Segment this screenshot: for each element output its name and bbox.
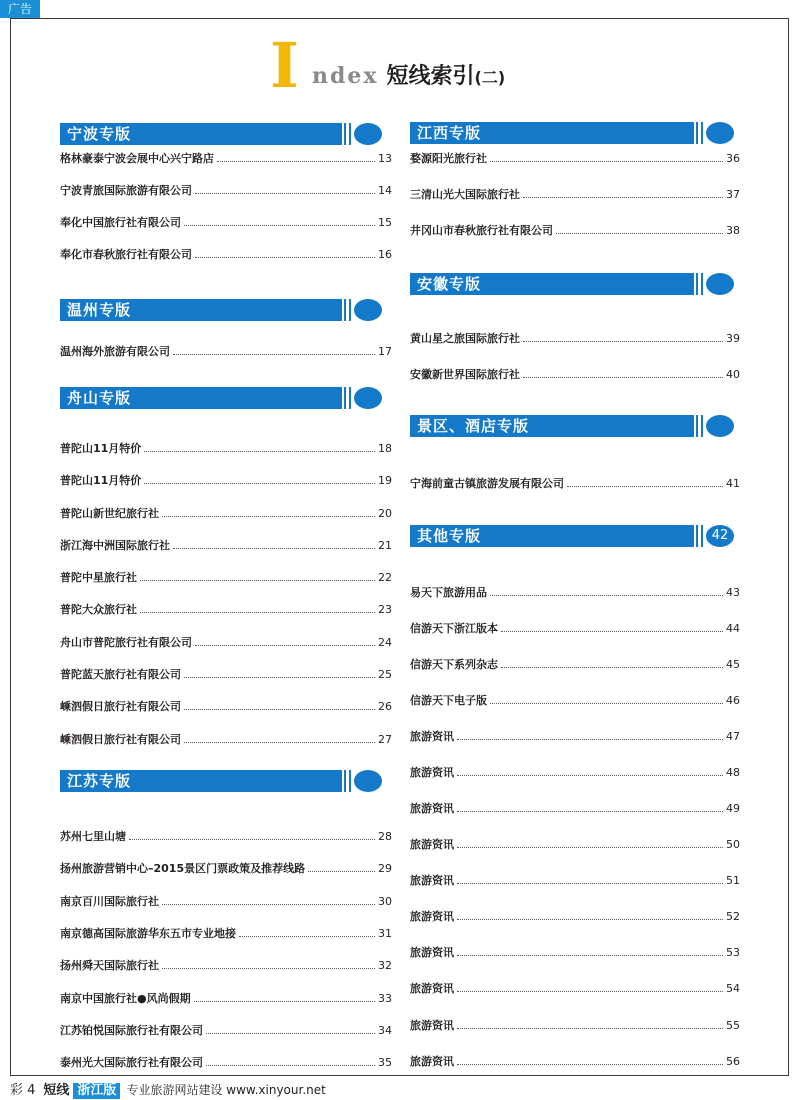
- entry-name: 井冈山市春秋旅行社有限公司: [410, 224, 553, 237]
- index-entry[interactable]: [60, 214, 392, 230]
- entry-name: 信游天下电子版: [410, 694, 487, 707]
- entry-name: 浙江海中洲国际旅行社: [60, 539, 170, 552]
- entry-name: 易天下旅游用品: [410, 586, 487, 599]
- index-entry[interactable]: [410, 330, 740, 346]
- index-entry[interactable]: [410, 222, 740, 238]
- section-title: 其他专版: [417, 527, 482, 545]
- entry-page: 45: [726, 658, 740, 671]
- entry-page: 41: [726, 477, 740, 490]
- entry-page: 52: [726, 910, 740, 923]
- index-entry[interactable]: [60, 1054, 392, 1070]
- entry-page: 26: [378, 700, 392, 713]
- entry-page: 50: [726, 838, 740, 851]
- section-title: 温州专版: [67, 301, 132, 319]
- dot-leader: [184, 698, 375, 710]
- index-entry[interactable]: [60, 343, 392, 359]
- index-entry[interactable]: [60, 666, 392, 682]
- section-deco: [694, 273, 740, 295]
- dot-leader: [144, 472, 375, 484]
- section-header-scenic-hotel: [410, 415, 740, 437]
- entry-name: 旅游资讯: [410, 910, 454, 923]
- entry-name: 旅游资讯: [410, 838, 454, 851]
- entry-page: 17: [378, 345, 392, 358]
- entry-name: 旅游资讯: [410, 946, 454, 959]
- dot-leader: [184, 731, 375, 743]
- dot-leader: [184, 666, 375, 678]
- entry-name: 旅游资讯: [410, 766, 454, 779]
- dot-leader: [457, 908, 723, 920]
- index-entry[interactable]: [410, 692, 740, 708]
- entry-name: 江苏铂悦国际旅行社有限公司: [60, 1024, 203, 1037]
- entry-name: 旅游资讯: [410, 802, 454, 815]
- dot-leader: [523, 186, 723, 198]
- entry-page: 21: [378, 539, 392, 552]
- index-entry[interactable]: [60, 246, 392, 262]
- entry-name: 嵊泗假日旅行社有限公司: [60, 733, 181, 746]
- entry-name: 信游天下浙江版本: [410, 622, 498, 635]
- entry-name: 旅游资讯: [410, 730, 454, 743]
- dot-leader: [217, 150, 375, 162]
- deco-stripe: [349, 387, 351, 409]
- entry-page: 54: [726, 982, 740, 995]
- entry-name: 普陀中星旅行社: [60, 571, 137, 584]
- footer-brand: 短线: [43, 1083, 70, 1098]
- section-header-wenzhou: [60, 299, 388, 321]
- title-text: [312, 59, 505, 90]
- index-entry[interactable]: [60, 182, 392, 198]
- entry-page: 16: [378, 248, 392, 261]
- entry-name: 舟山市普陀旅行社有限公司: [60, 636, 192, 649]
- deco-stripe: [701, 122, 703, 144]
- circle-icon: [706, 415, 734, 437]
- page-badge: 42: [706, 525, 734, 547]
- index-entry[interactable]: [60, 893, 392, 909]
- dot-leader: [194, 990, 375, 1002]
- index-entry[interactable]: [410, 186, 740, 202]
- entry-name: 南京德高国际旅游华东五市专业地接: [60, 927, 236, 940]
- deco-stripe: [349, 770, 351, 792]
- dot-leader: [490, 692, 723, 704]
- entry-page: 36: [726, 152, 740, 165]
- section-title: 江苏专版: [67, 772, 132, 790]
- circle-icon: [354, 387, 382, 409]
- dot-leader: [173, 343, 375, 355]
- index-entry[interactable]: [410, 872, 740, 888]
- dot-leader: [501, 620, 723, 632]
- dot-leader: [162, 893, 375, 905]
- entry-page: 44: [726, 622, 740, 635]
- entry-name: 旅游资讯: [410, 1019, 454, 1032]
- entry-page: 30: [378, 895, 392, 908]
- circle-icon: [706, 122, 734, 144]
- entry-page: 22: [378, 571, 392, 584]
- index-entry[interactable]: [60, 860, 392, 876]
- section-title: 宁波专版: [67, 125, 132, 143]
- entry-page: 51: [726, 874, 740, 887]
- section-header-jiangxi: [410, 122, 740, 144]
- section-header-anhui: [410, 273, 740, 295]
- entry-name: 宁波青旅国际旅游有限公司: [60, 184, 192, 197]
- entry-page: 33: [378, 992, 392, 1005]
- dot-leader: [490, 150, 723, 162]
- index-entry[interactable]: [410, 366, 740, 382]
- section-deco: [342, 299, 388, 321]
- page-footer: [10, 1082, 326, 1098]
- dot-leader: [195, 182, 375, 194]
- index-entry[interactable]: [410, 836, 740, 852]
- deco-stripe: [696, 525, 698, 547]
- section-header-ningbo: [60, 123, 388, 145]
- dot-leader: [239, 925, 375, 937]
- section-deco: [694, 415, 740, 437]
- index-entry[interactable]: [60, 601, 392, 617]
- entry-page: 23: [378, 603, 392, 616]
- dot-leader: [195, 246, 375, 258]
- entry-name: 嵊泗假日旅行社有限公司: [60, 700, 181, 713]
- dot-leader: [523, 330, 723, 342]
- entry-page: 20: [378, 507, 392, 520]
- dot-leader: [129, 828, 375, 840]
- entry-name: 旅游资讯: [410, 982, 454, 995]
- index-entry[interactable]: [410, 908, 740, 924]
- section-deco: [694, 525, 740, 547]
- entry-page: 19: [378, 474, 392, 487]
- dot-leader: [308, 860, 375, 872]
- dot-leader: [556, 222, 723, 234]
- index-entry[interactable]: [410, 728, 740, 744]
- section-title: 江西专版: [417, 124, 482, 142]
- index-entry[interactable]: [60, 505, 392, 521]
- entry-name: 普陀蓝天旅行社有限公司: [60, 668, 181, 681]
- entry-page: 40: [726, 368, 740, 381]
- index-entry[interactable]: [410, 944, 740, 960]
- entry-page: 53: [726, 946, 740, 959]
- entry-page: 48: [726, 766, 740, 779]
- deco-stripe: [349, 123, 351, 145]
- circle-icon: [354, 299, 382, 321]
- index-entry[interactable]: [60, 1022, 392, 1038]
- index-entry[interactable]: [410, 584, 740, 600]
- entry-page: 15: [378, 216, 392, 229]
- entry-page: 55: [726, 1019, 740, 1032]
- section-header-jiangsu: [60, 770, 388, 792]
- section-header-other: [410, 525, 740, 547]
- deco-stripe: [696, 122, 698, 144]
- circle-icon: [354, 123, 382, 145]
- dot-leader: [195, 634, 375, 646]
- index-entry[interactable]: [60, 472, 392, 488]
- entry-page: 25: [378, 668, 392, 681]
- entry-page: 35: [378, 1056, 392, 1069]
- entry-page: 47: [726, 730, 740, 743]
- dot-leader: [457, 728, 723, 740]
- dot-leader: [457, 872, 723, 884]
- entry-name: 黄山星之旅国际旅行社: [410, 332, 520, 345]
- entry-page: 24: [378, 636, 392, 649]
- title-subtitle: (二): [474, 68, 506, 87]
- section-deco: [342, 123, 388, 145]
- ad-tag: 广告: [0, 0, 40, 18]
- section-deco: [342, 387, 388, 409]
- entry-page: 37: [726, 188, 740, 201]
- index-entry[interactable]: [60, 150, 392, 166]
- entry-page: 14: [378, 184, 392, 197]
- dot-leader: [162, 505, 375, 517]
- entry-name: 普陀山11月特价: [60, 474, 142, 487]
- index-entry[interactable]: [410, 980, 740, 996]
- dot-leader: [457, 836, 723, 848]
- index-entry[interactable]: [60, 537, 392, 553]
- entry-name: 温州海外旅游有限公司: [60, 345, 170, 358]
- entry-name: 旅游资讯: [410, 874, 454, 887]
- entry-name: 三清山光大国际旅行社: [410, 188, 520, 201]
- dot-leader: [457, 1053, 723, 1065]
- section-deco: [694, 122, 740, 144]
- deco-stripe: [701, 273, 703, 295]
- deco-stripe: [344, 123, 346, 145]
- entry-page: 43: [726, 586, 740, 599]
- deco-stripe: [344, 299, 346, 321]
- entry-name: 奉化市春秋旅行社有限公司: [60, 248, 192, 261]
- entry-page: 13: [378, 152, 392, 165]
- deco-stripe: [701, 525, 703, 547]
- circle-icon: [706, 273, 734, 295]
- index-entry[interactable]: [60, 634, 392, 650]
- entry-name: 旅游资讯: [410, 1055, 454, 1068]
- section-header-zhoushan: [60, 387, 388, 409]
- dot-leader: [162, 957, 375, 969]
- dot-leader: [184, 214, 375, 226]
- dot-leader: [144, 440, 375, 452]
- index-entry[interactable]: [410, 150, 740, 166]
- title-english: ndex: [312, 63, 379, 89]
- dot-leader: [567, 475, 723, 487]
- dot-leader: [457, 980, 723, 992]
- entry-name: 格林豪泰宁波会展中心兴宁路店: [60, 152, 214, 165]
- title-initial: I: [270, 29, 300, 102]
- dot-leader: [206, 1054, 375, 1066]
- dot-leader: [457, 944, 723, 956]
- index-entry[interactable]: [410, 620, 740, 636]
- dot-leader: [173, 537, 375, 549]
- index-entry[interactable]: [60, 925, 392, 941]
- index-entry[interactable]: [410, 1053, 740, 1069]
- deco-stripe: [696, 415, 698, 437]
- deco-stripe: [701, 415, 703, 437]
- dot-leader: [457, 800, 723, 812]
- index-entry[interactable]: [410, 764, 740, 780]
- entry-page: 32: [378, 959, 392, 972]
- entry-name: 安徽新世界国际旅行社: [410, 368, 520, 381]
- deco-stripe: [696, 273, 698, 295]
- dot-leader: [523, 366, 723, 378]
- entry-page: 34: [378, 1024, 392, 1037]
- entry-page: 38: [726, 224, 740, 237]
- index-entry[interactable]: [410, 475, 740, 491]
- dot-leader: [501, 656, 723, 668]
- deco-stripe: [344, 387, 346, 409]
- entry-page: 27: [378, 733, 392, 746]
- index-entry[interactable]: [410, 656, 740, 672]
- section-title: 景区、酒店专版: [417, 417, 530, 435]
- entry-name: 信游天下系列杂志: [410, 658, 498, 671]
- entry-page: 29: [378, 862, 392, 875]
- index-entry[interactable]: [60, 990, 392, 1006]
- title-chinese: 短线索引: [386, 64, 475, 89]
- entry-page: 31: [378, 927, 392, 940]
- dot-leader: [457, 764, 723, 776]
- entry-name: 南京百川国际旅行社: [60, 895, 159, 908]
- entry-name: 南京中国旅行社●风尚假期: [60, 992, 191, 1005]
- index-entry[interactable]: [410, 800, 740, 816]
- entry-name: 扬州舜天国际旅行社: [60, 959, 159, 972]
- entry-page: 28: [378, 830, 392, 843]
- entry-name: 泰州光大国际旅行社有限公司: [60, 1056, 203, 1069]
- entry-name: 婺源阳光旅行社: [410, 152, 487, 165]
- dot-leader: [490, 584, 723, 596]
- index-entry[interactable]: [60, 569, 392, 585]
- index-entry[interactable]: [60, 698, 392, 714]
- index-entry[interactable]: [60, 731, 392, 747]
- entry-page: 56: [726, 1055, 740, 1068]
- entry-name: 扬州旅游营销中心–2015景区门票政策及推荐线路: [60, 862, 306, 875]
- index-entry[interactable]: [60, 828, 392, 844]
- entry-name: 普陀山11月特价: [60, 442, 142, 455]
- deco-stripe: [349, 299, 351, 321]
- entry-name: 宁海前童古镇旅游发展有限公司: [410, 477, 564, 490]
- entry-name: 普陀大众旅行社: [60, 603, 137, 616]
- entry-page: 49: [726, 802, 740, 815]
- entry-page: 18: [378, 442, 392, 455]
- footer-edition-badge: 浙江版: [73, 1083, 120, 1099]
- dot-leader: [140, 569, 375, 581]
- footer-page-number: 彩 4: [10, 1083, 36, 1098]
- entry-name: 普陀山新世纪旅行社: [60, 507, 159, 520]
- circle-icon: [354, 770, 382, 792]
- index-entry[interactable]: [60, 440, 392, 456]
- entry-name: 苏州七里山塘: [60, 830, 126, 843]
- section-deco: [342, 770, 388, 792]
- dot-leader: [140, 601, 375, 613]
- dot-leader: [206, 1022, 375, 1034]
- entry-page: 46: [726, 694, 740, 707]
- dot-leader: [457, 1017, 723, 1029]
- index-entry[interactable]: [60, 957, 392, 973]
- section-title: 舟山专版: [67, 389, 132, 407]
- deco-stripe: [344, 770, 346, 792]
- footer-note: 专业旅游网站建设 www.xinyour.net: [126, 1083, 326, 1097]
- index-entry[interactable]: [410, 1017, 740, 1033]
- section-title: 安徽专版: [417, 275, 482, 293]
- entry-name: 奉化中国旅行社有限公司: [60, 216, 181, 229]
- entry-page: 39: [726, 332, 740, 345]
